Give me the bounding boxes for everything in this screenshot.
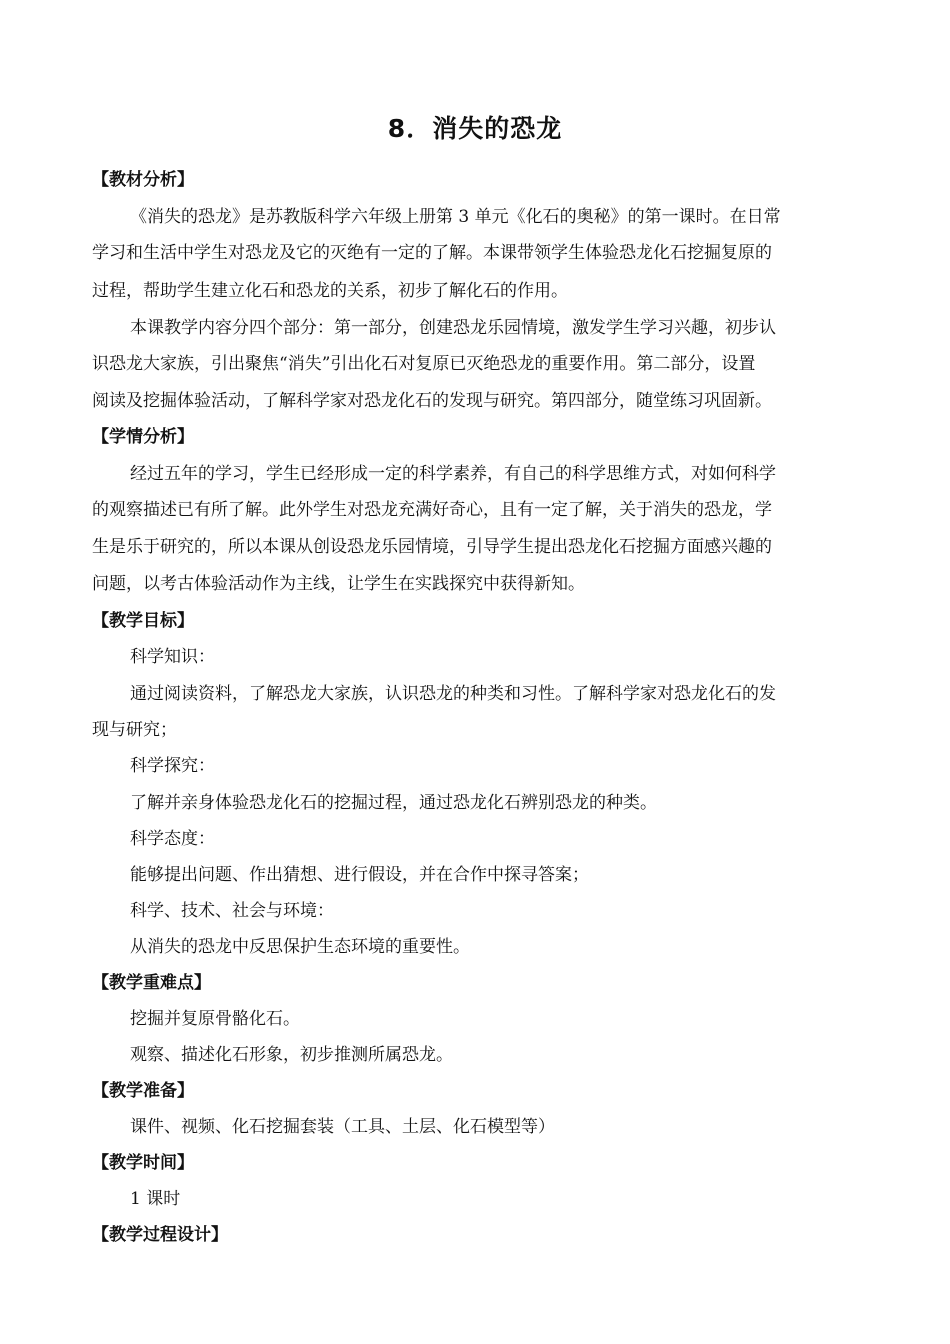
goal-label-knowledge: 科学知识： <box>130 647 215 667</box>
paragraph-line: 经过五年的学习，学生已经形成一定的科学素养，有自己的科学思维方式，对如何科学 <box>130 464 776 484</box>
paragraph-line: 挖掘并复原骨骼化石。 <box>130 1009 300 1029</box>
paragraph-line: 《消失的恐龙》是苏教版科学六年级上册第 3 单元《化石的奥秘》的第一课时。在日常 <box>130 207 781 227</box>
paragraph-line: 通过阅读资料，了解恐龙大家族，认识恐龙的种类和习性。了解科学家对恐龙化石的发 <box>130 684 776 704</box>
paragraph-line: 1 课时 <box>130 1189 181 1209</box>
paragraph-line: 的观察描述已有所了解。此外学生对恐龙充满好奇心，且有一定了解，关于消失的恐龙，学 <box>92 500 772 520</box>
heading-teaching-goals: 【教学目标】 <box>92 611 194 631</box>
heading-teaching-time: 【教学时间】 <box>92 1153 194 1173</box>
paragraph-line: 现与研究； <box>92 720 177 740</box>
paragraph-line: 过程，帮助学生建立化石和恐龙的关系，初步了解化石的作用。 <box>92 281 568 301</box>
heading-student-analysis: 【学情分析】 <box>92 427 194 447</box>
paragraph-line: 课件、视频、化石挖掘套装（工具、土层、化石模型等） <box>130 1117 555 1137</box>
paragraph-line: 观察、描述化石形象，初步推测所属恐龙。 <box>130 1045 453 1065</box>
paragraph-line: 能够提出问题、作出猜想、进行假设，并在合作中探寻答案； <box>130 865 589 885</box>
goal-label-attitude: 科学态度： <box>130 829 215 849</box>
paragraph-line: 识恐龙大家族，引出聚焦“消失”引出化石对复原已灭绝恐龙的重要作用。第二部分，设置 <box>92 354 756 374</box>
paragraph-line: 问题，以考古体验活动作为主线，让学生在实践探究中获得新知。 <box>92 574 585 594</box>
document-title: 8．消失的恐龙 <box>387 114 563 143</box>
paragraph-line: 生是乐于研究的，所以本课从创设恐龙乐园情境，引导学生提出恐龙化石挖掘方面感兴趣的 <box>92 537 772 557</box>
paragraph-line: 学习和生活中学生对恐龙及它的灭绝有一定的了解。本课带领学生体验恐龙化石挖掘复原的 <box>92 243 772 263</box>
heading-key-points: 【教学重难点】 <box>92 973 211 993</box>
heading-process-design: 【教学过程设计】 <box>92 1225 228 1245</box>
paragraph-line: 阅读及挖掘体验活动，了解科学家对恐龙化石的发现与研究。第四部分，随堂练习巩固新。 <box>92 391 772 411</box>
heading-preparation: 【教学准备】 <box>92 1081 194 1101</box>
heading-material-analysis: 【教材分析】 <box>92 170 194 190</box>
paragraph-line: 了解并亲身体验恐龙化石的挖掘过程，通过恐龙化石辨别恐龙的种类。 <box>130 793 657 813</box>
goal-label-sts: 科学、技术、社会与环境： <box>130 901 334 921</box>
goal-label-inquiry: 科学探究： <box>130 756 215 776</box>
paragraph-line: 从消失的恐龙中反思保护生态环境的重要性。 <box>130 937 470 957</box>
paragraph-line: 本课教学内容分四个部分：第一部分，创建恐龙乐园情境，激发学生学习兴趣，初步认 <box>130 318 776 338</box>
